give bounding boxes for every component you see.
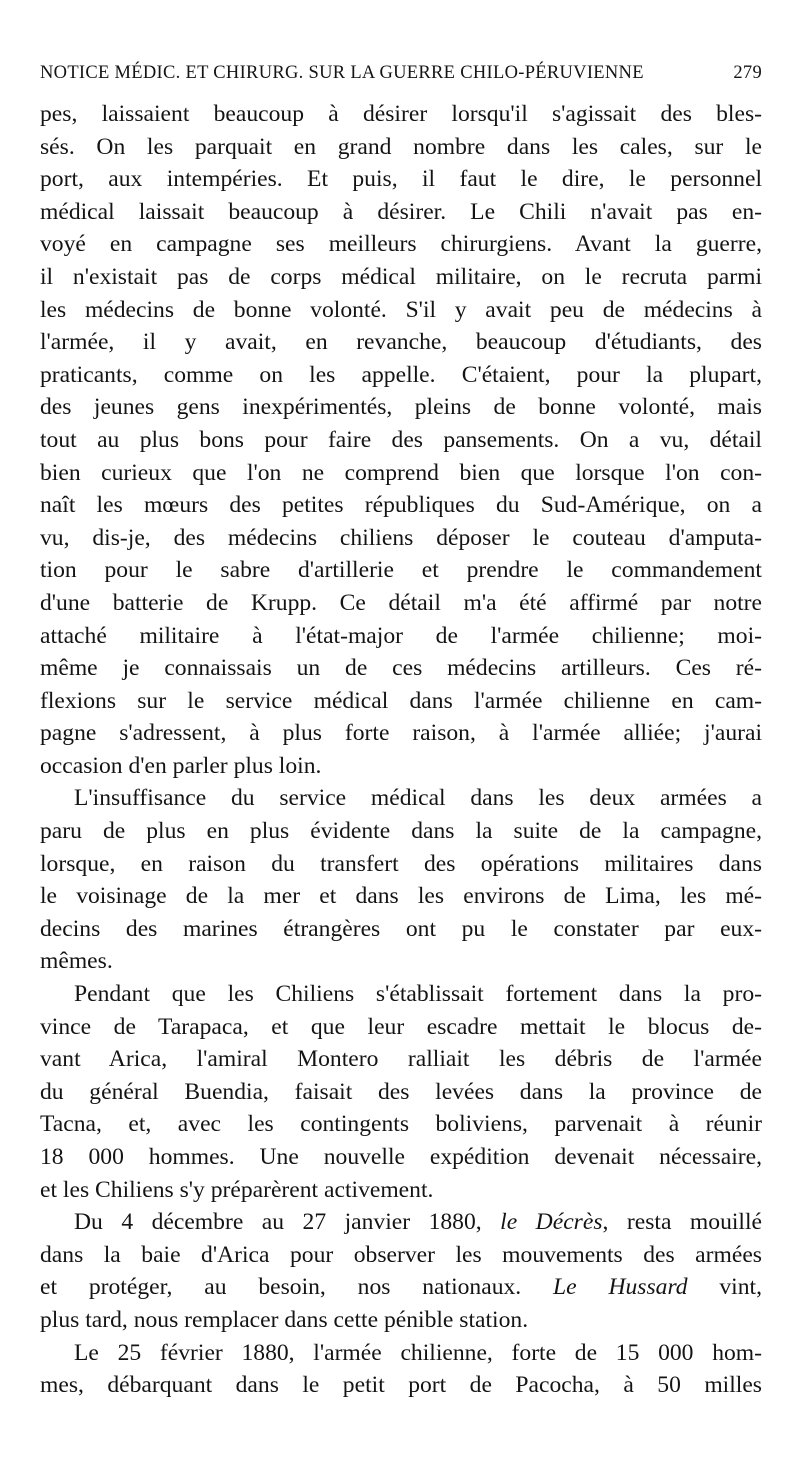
text-line-segment: des jeunes gens inexpérimentés, pleins de bonne volonté, mais <box>40 394 762 421</box>
text-line <box>40 1174 762 1207</box>
text-line <box>40 391 762 424</box>
text-line-segment: vant Arica, l'amiral Montero ralliait les débris de l'armée <box>40 1046 762 1073</box>
text-line <box>40 457 762 490</box>
body-text <box>40 98 762 1402</box>
text-line-segment: L'insuffisance du service médical dans les deux armées a <box>74 785 762 812</box>
text-line <box>40 522 762 555</box>
text-line <box>40 815 762 848</box>
text-line <box>40 163 762 196</box>
text-line-segment: paru de plus en plus évidente dans la suite de la campagne, <box>40 818 762 845</box>
text-line-segment: Tacna, et, avec les contingents boliviens, parvenait à réunir <box>40 1111 762 1138</box>
text-line-segment: port, aux intempéries. Et puis, il faut le dire, le personnel <box>40 166 762 193</box>
text-line-segment: l'armée, il y avait, en revanche, beaucoup d'étudiants, des <box>40 329 762 356</box>
text-line-segment: decins des marines étrangères ont pu le constater par eux- <box>40 915 762 942</box>
text-line <box>40 685 762 718</box>
text-line <box>40 261 762 294</box>
text-line-segment: et les Chiliens s'y préparèrent activement. <box>40 1176 434 1203</box>
text-line <box>40 98 762 131</box>
text-line-segment: sés. On les parquait en grand nombre dans les cales, sur le <box>40 133 762 160</box>
text-line <box>40 1043 762 1076</box>
text-line-segment: le voisinage de la mer et dans les environs de Lima, les mé- <box>40 883 762 910</box>
text-line-segment: pes, laissaient beaucoup à désirer lorsqu'il s'agissait des bles- <box>40 101 762 127</box>
text-line-segment: mes, débarquant dans le petit port de Pacocha, à 50 milles <box>40 1372 762 1399</box>
text-line-segment: praticants, comme on les appelle. C'étaient, pour la plupart, <box>40 361 762 388</box>
page <box>40 58 762 1402</box>
text-line-segment: mêmes. <box>40 948 113 975</box>
text-line <box>40 913 762 946</box>
text-line <box>40 1206 762 1239</box>
text-line <box>40 620 762 653</box>
text-line <box>40 1076 762 1109</box>
text-line-segment: vint, <box>687 1274 762 1301</box>
text-line-segment: pagne s'adressent, à plus forte raison, à l'armée alliée; j'aurai <box>40 720 762 747</box>
text-line <box>40 1141 762 1174</box>
italic-title: le Décrès <box>500 1209 603 1236</box>
text-line-segment: vince de Tarapaca, et que leur escadre mettait le blocus de- <box>40 1013 762 1040</box>
text-line <box>40 945 762 978</box>
text-line-segment: flexions sur le service médical dans l'armée chilienne en cam- <box>40 687 762 714</box>
text-line-segment: occasion d'en parler plus loin. <box>40 752 322 779</box>
text-line <box>40 1337 762 1370</box>
text-line-segment: plus tard, nous remplacer dans cette pénible station. <box>40 1306 529 1333</box>
text-line <box>40 717 762 750</box>
text-line <box>40 1304 762 1337</box>
text-line-segment: Le 25 février 1880, l'armée chilienne, forte de 15 000 hom- <box>74 1339 762 1366</box>
text-line <box>40 880 762 913</box>
running-head <box>40 58 762 88</box>
text-line <box>40 652 762 685</box>
text-line <box>40 228 762 261</box>
text-line-segment: même je connaissais un de ces médecins artilleurs. Ces ré- <box>40 655 762 682</box>
text-line <box>40 1369 762 1402</box>
text-line-segment: du général Buendia, faisait des levées dans la province de <box>40 1078 762 1105</box>
text-line-segment: 18 000 hommes. Une nouvelle expédition devenait nécessaire, <box>40 1144 762 1170</box>
text-line-segment: tout au plus bons pour faire des pansements. On a vu, détail <box>40 426 762 453</box>
text-line <box>40 1108 762 1141</box>
running-title: NOTICE MÉDIC. ET CHIRURG. SUR LA GUERRE CHILO-PÉRUVIENNE <box>40 63 644 83</box>
text-line-segment: attaché militaire à l'état-major de l'armée chilienne; moi- <box>40 622 762 649</box>
text-line <box>40 196 762 229</box>
text-line-segment: naît les mœurs des petites républiques du Sud-Amérique, on a <box>40 492 762 519</box>
text-line <box>40 978 762 1011</box>
text-line <box>40 587 762 620</box>
text-line <box>40 1271 762 1304</box>
text-line <box>40 848 762 881</box>
text-line <box>40 782 762 815</box>
text-line-segment: et protéger, au besoin, nos nationaux. <box>40 1274 554 1301</box>
text-line-segment: les médecins de bonne volonté. S'il y avait peu de médecins à <box>40 296 762 323</box>
text-line-segment: tion pour le sabre d'artillerie et prendre le commandement <box>40 557 762 584</box>
text-line <box>40 750 762 783</box>
text-line <box>40 1239 762 1272</box>
text-line-segment: Pendant que les Chiliens s'établissait fortement dans la pro- <box>74 981 762 1008</box>
text-line <box>40 554 762 587</box>
text-line <box>40 489 762 522</box>
text-line <box>40 131 762 164</box>
text-line <box>40 1011 762 1044</box>
text-line-segment: vu, dis-je, des médecins chiliens déposer le couteau d'amputa- <box>40 524 762 551</box>
text-line <box>40 359 762 392</box>
text-line-segment: voyé en campagne ses meilleurs chirurgiens. Avant la guerre, <box>40 231 762 258</box>
italic-title: Le Hussard <box>553 1274 688 1301</box>
text-line-segment: bien curieux que l'on ne comprend bien que lorsque l'on con- <box>40 459 762 486</box>
text-line-segment: lorsque, en raison du transfert des opérations militaires dans <box>40 850 762 877</box>
page-number: 279 <box>733 63 762 83</box>
text-line <box>40 424 762 457</box>
text-line-segment: il n'existait pas de corps médical militaire, on le recruta parmi <box>40 263 762 290</box>
text-line <box>40 294 762 327</box>
text-line-segment: , resta mouillé <box>602 1209 762 1236</box>
text-line-segment: dans la baie d'Arica pour observer les mouvements des armées <box>40 1241 762 1268</box>
text-line-segment: d'une batterie de Krupp. Ce détail m'a été affirmé par notre <box>40 589 762 616</box>
text-line-segment: Du 4 décembre au 27 janvier 1880, <box>74 1209 501 1236</box>
text-line-segment: médical laissait beaucoup à désirer. Le Chili n'avait pas en- <box>40 198 762 225</box>
text-line <box>40 326 762 359</box>
